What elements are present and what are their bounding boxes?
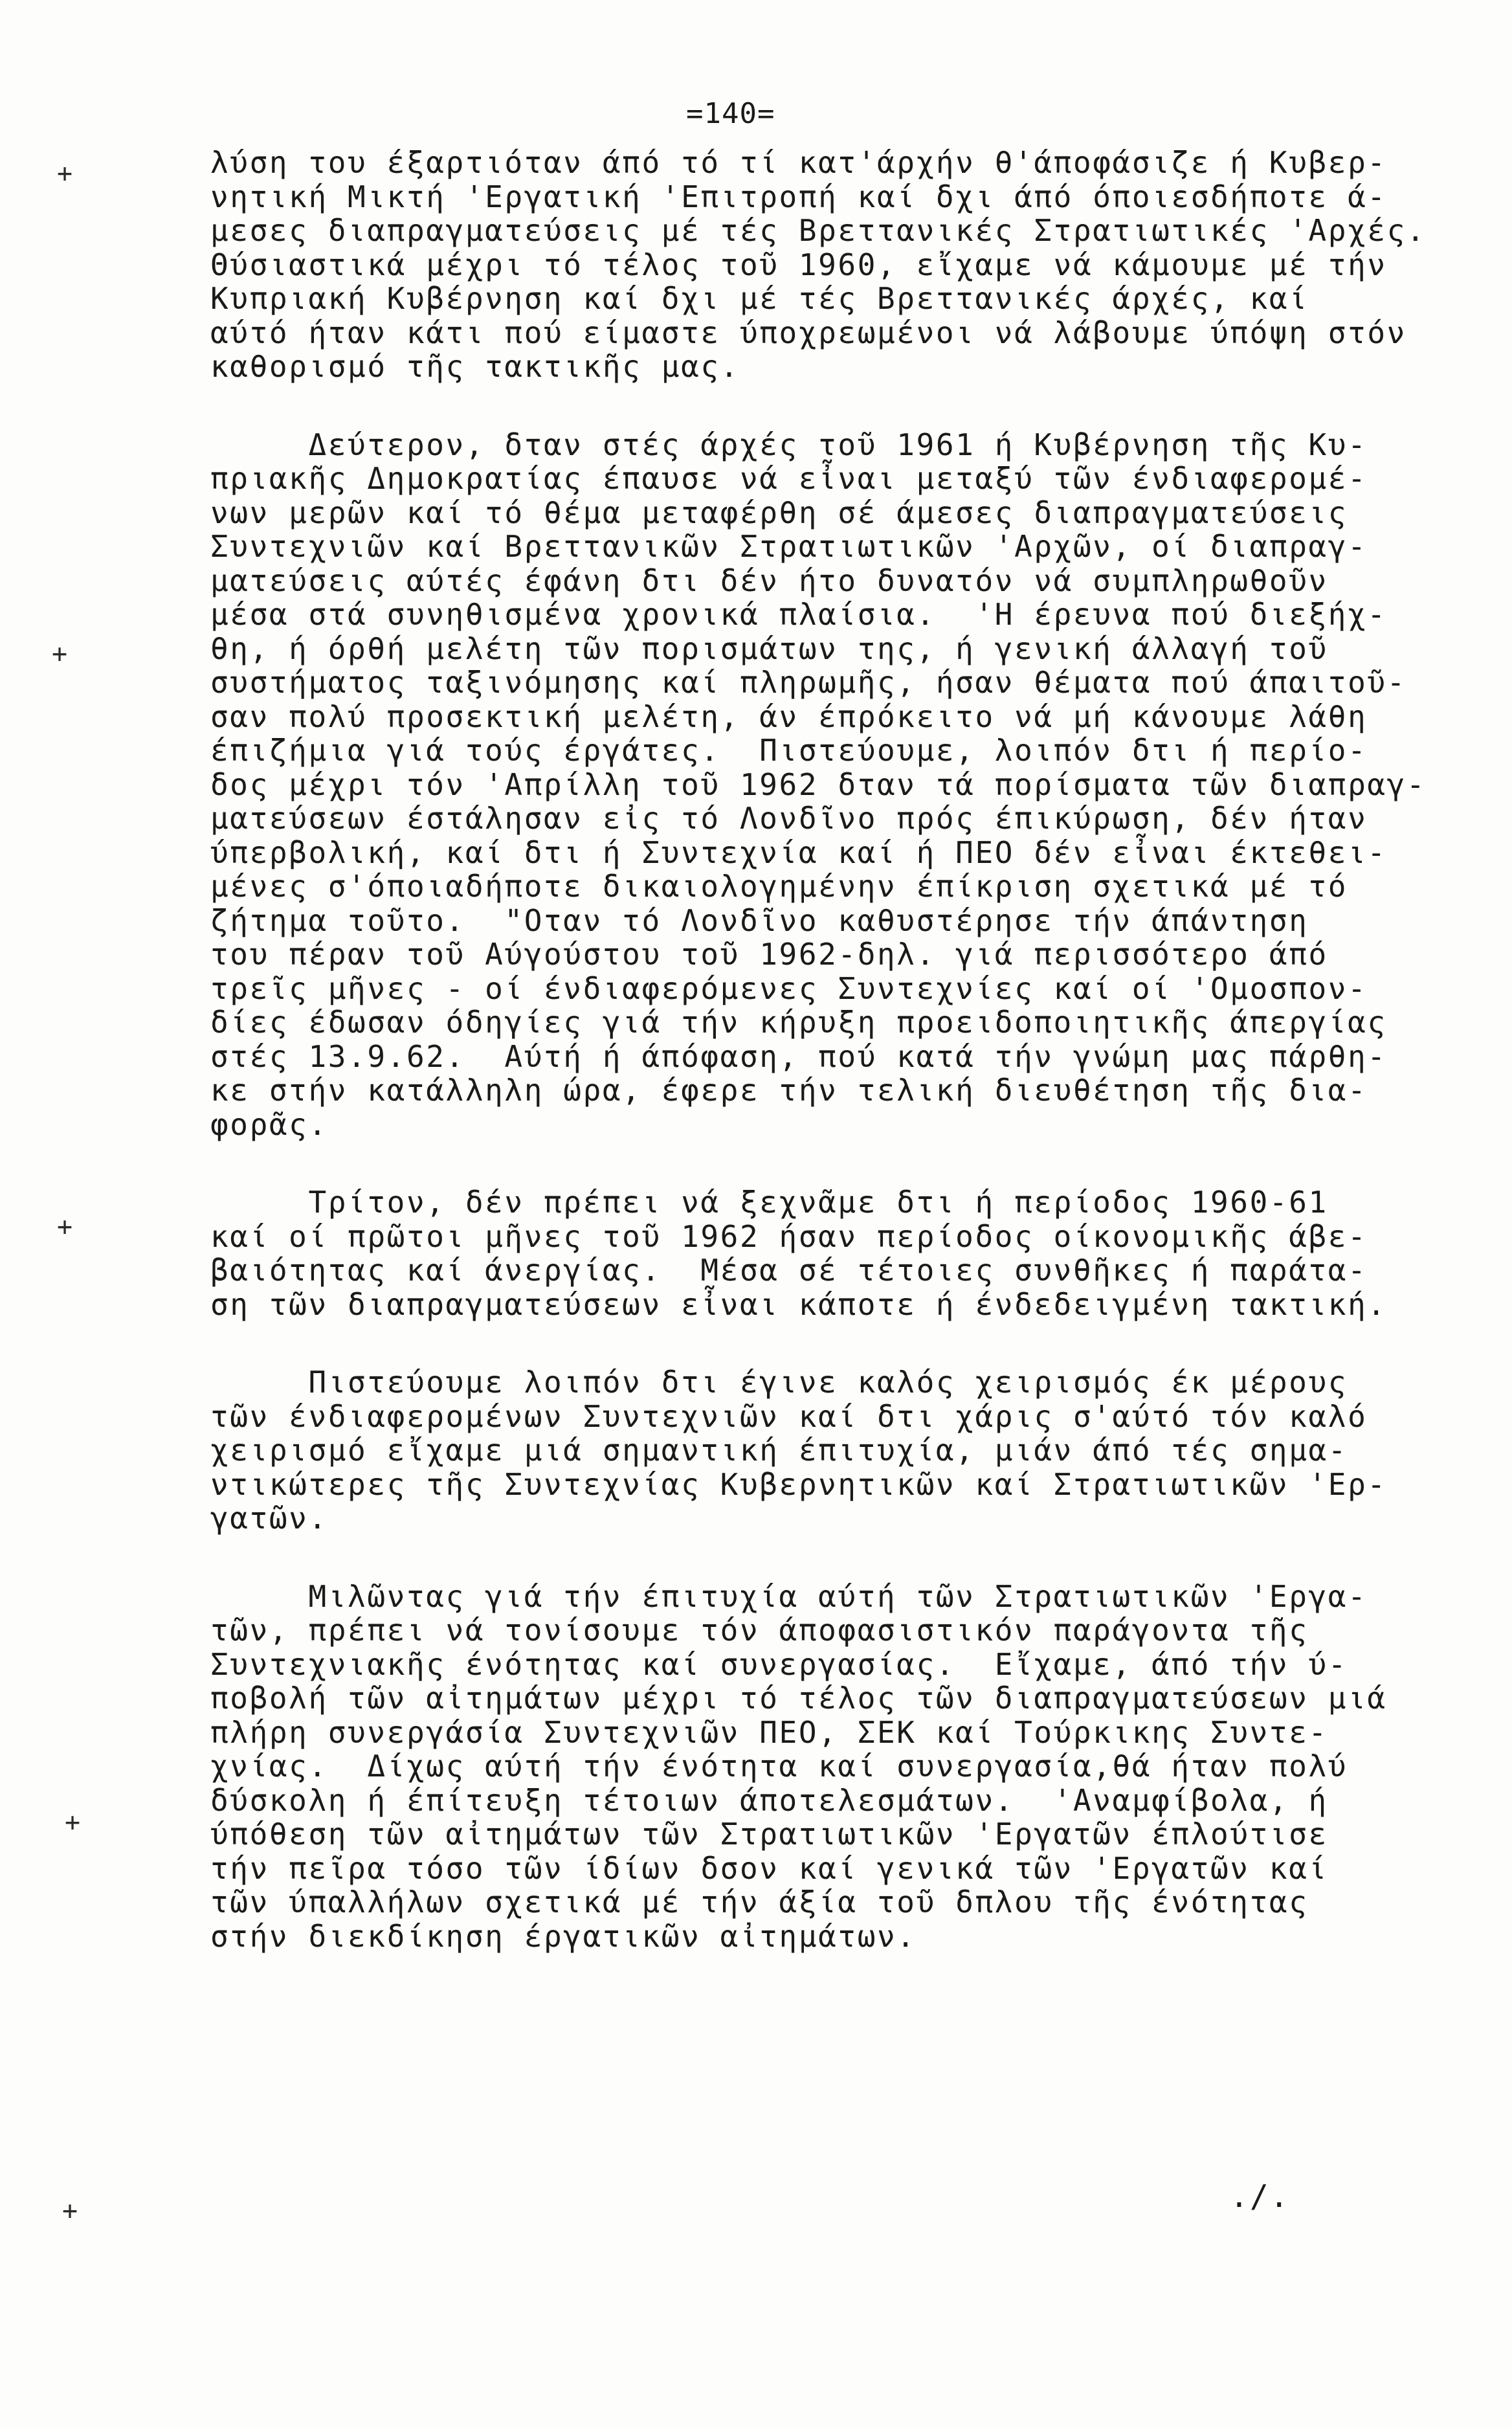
text-line: Πιστεύουμε λοιπόν δτι έγινε καλός χειρισμός έκ μέρους	[210, 1365, 1348, 1400]
text-line: ση τῶν διαπραγματεύσεων εἶναι κάποτε ή ένδεδειγμένη τακτική.	[210, 1286, 1387, 1322]
text-line: Θύσιαστικά μέχρι τό τέλος τοῦ 1960, εἴχαμε νά κάμουμε μέ τήν	[210, 247, 1387, 282]
text-line: τρεῖς μῆνες - οί ένδιαφερόμενες Συντεχνίες καί οί 'Ομοσπον-	[210, 970, 1368, 1006]
text-line: νητική Μικτή 'Εργατική 'Επιτροπή καί δχι άπό όποιεσδήποτε ά-	[210, 179, 1387, 214]
text-line: τήν πεῖρα τόσο τῶν ίδίων δσον καί γενικά τῶν 'Εργατῶν καί	[210, 1850, 1328, 1886]
text-line: τῶν, πρέπει νά τονίσουμε τόν άποφασιστικόν παράγοντα τῆς	[210, 1613, 1309, 1648]
text-line: φορᾶς.	[210, 1106, 328, 1142]
text-line: μεσες διαπραγματεύσεις μέ τές Βρεττανικές Στρατιωτικές 'Αρχές.	[210, 213, 1427, 248]
text-line: πλήρη συνεργάσία Συντεχνιῶν ΠΕΟ, ΣΕΚ καί Τούρκικης Συντε-	[210, 1714, 1328, 1750]
text-line: ματεύσεις αύτές έφάνη δτι δέν ήτο δυνατόν νά συμπληρωθοῦν	[210, 563, 1328, 598]
text-line: σαν πολύ προσεκτική μελέτη, άν έπρόκειτο νά μή κάνουμε λάθη	[210, 699, 1368, 734]
text-line: ματεύσεων έστάλησαν εἰς τό Λονδῖνο πρός έπικύρωση, δέν ήταν	[210, 801, 1368, 836]
text-line: ύπόθεση τῶν αἰτημάτων τῶν Στρατιωτικῶν 'Εργατῶν έπλούτισε	[210, 1817, 1328, 1852]
text-line: γατῶν.	[210, 1501, 328, 1536]
text-line: Μιλῶντας γιά τήν έπιτυχία αύτή τῶν Στρατιωτικῶν 'Εργα-	[210, 1578, 1368, 1614]
text-line: χειρισμό εἴχαμε μιά σημαντική έπιτυχία, μιάν άπό τές σημα-	[210, 1433, 1348, 1468]
text-line: δίες έδωσαν όδηγίες γιά τήν κήρυξη προειδοποιητικῆς άπεργίας	[210, 1005, 1387, 1040]
text-line: κε στήν κατάλληλη ώρα, έφερε τήν τελική διευθέτηση τῆς δια-	[210, 1073, 1368, 1108]
margin-mark: +	[62, 2196, 78, 2226]
text-line: ζήτημα τοῦτο. "Οταν τό Λονδῖνο καθυστέρησε τήν άπάντηση	[210, 902, 1309, 938]
text-line: στές 13.9.62. Αύτή ή άπόφαση, πού κατά τήν γνώμη μας πάρθη-	[210, 1038, 1387, 1074]
margin-mark: +	[57, 159, 73, 188]
text-line: ποβολή τῶν αἰτημάτων μέχρι τό τέλος τῶν διαπραγματεύσεων μιά	[210, 1681, 1387, 1716]
margin-mark: +	[52, 639, 68, 669]
text-line: έπιζήμια γιά τούς έργάτες. Πιστεύουμε, λοιπόν δτι ή περίο-	[210, 733, 1368, 768]
text-line: ντικώτερες τῆς Συντεχνίας Κυβερνητικῶν καί Στρατιωτικῶν 'Ερ-	[210, 1466, 1387, 1502]
margin-mark: +	[57, 1212, 73, 1242]
text-line: βαιότητας καί άνεργίας. Μέσα σέ τέτοιες συνθῆκες ή παράτα-	[210, 1253, 1368, 1288]
text-line: δύσκολη ή έπίτευξη τέτοιων άποτελεσμάτων. 'Αναμφίβολα, ή	[210, 1782, 1328, 1818]
text-line: Συντεχνιακῆς ένότητας καί συνεργασίας. Εἴχαμε, άπό τήν ύ-	[210, 1646, 1348, 1682]
text-line: πριακῆς Δημοκρατίας έπαυσε νά εἶναι μεταξύ τῶν ένδιαφερομέ-	[210, 461, 1368, 496]
text-line: Κυπριακή Κυβέρνηση καί δχι μέ τές Βρεττανικές άρχές, καί	[210, 281, 1309, 316]
text-line: τῶν ένδιαφερομένων Συντεχνιῶν καί δτι χάρις σ'αύτό τόν καλό	[210, 1398, 1368, 1434]
text-line: χνίας. Δίχως αύτή τήν ένότητα καί συνεργασία,θά ήταν πολύ	[210, 1749, 1348, 1784]
text-line: λύση του έξαρτιόταν άπό τό τί κατ'άρχήν θ'άποφάσιζε ή Κυβερ-	[210, 145, 1387, 180]
continuation-mark: ./.	[1230, 2178, 1290, 2215]
text-line: Δεύτερον, δταν στές άρχές τοῦ 1961 ή Κυβέρνηση τῆς Κυ-	[210, 427, 1368, 462]
text-line: στήν διεκδίκηση έργατικῶν αἰτημάτων.	[210, 1918, 917, 1954]
text-line: ύπερβολική, καί δτι ή Συντεχνία καί ή ΠΕΟ δέν εἶναι έκτεθει-	[210, 834, 1387, 870]
text-line: τῶν ύπαλλήλων σχετικά μέ τήν άξία τοῦ δπλου τῆς ένότητας	[210, 1885, 1309, 1920]
text-line: δος μέχρι τόν 'Απρίλλη τοῦ 1962 δταν τά πορίσματα τῶν διαπραγ-	[210, 767, 1427, 802]
text-line: μέσα στά συνηθισμένα χρονικά πλαίσια. 'Η έρευνα πού διεξήχ-	[210, 597, 1387, 632]
margin-mark: +	[65, 1808, 81, 1837]
text-line: καθορισμό τῆς τακτικῆς μας.	[210, 349, 740, 384]
page-number: =140=	[686, 97, 775, 130]
text-line: νων μερῶν καί τό θέμα μεταφέρθη σέ άμεσες διαπραγματεύσεις	[210, 495, 1348, 530]
text-line: Τρίτον, δέν πρέπει νά ξεχνᾶμε δτι ή περίοδος 1960-61	[210, 1185, 1328, 1220]
text-line: θη, ή όρθή μελέτη τῶν πορισμάτων της, ή γενική άλλαγή τοῦ	[210, 631, 1328, 666]
text-line: συστήματος ταξινόμησης καί πληρωμῆς, ήσαν θέματα πού άπαιτοῦ-	[210, 665, 1406, 700]
text-line: μένες σ'όποιαδήποτε δικαιολογημένην έπίκριση σχετικά μέ τό	[210, 869, 1348, 904]
text-line: αύτό ήταν κάτι πού είμαστε ύποχρεωμένοι νά λάβουμε ύπόψη στόν	[210, 315, 1406, 350]
text-line: Συντεχνιῶν καί Βρεττανικῶν Στρατιωτικῶν 'Αρχῶν, οί διαπραγ-	[210, 529, 1368, 564]
text-line: του πέραν τοῦ Αύγούστου τοῦ 1962-δηλ. γιά περισσότερο άπό	[210, 937, 1328, 972]
text-line: καί οί πρῶτοι μῆνες τοῦ 1962 ήσαν περίοδος οίκονομικῆς άβε-	[210, 1218, 1368, 1254]
